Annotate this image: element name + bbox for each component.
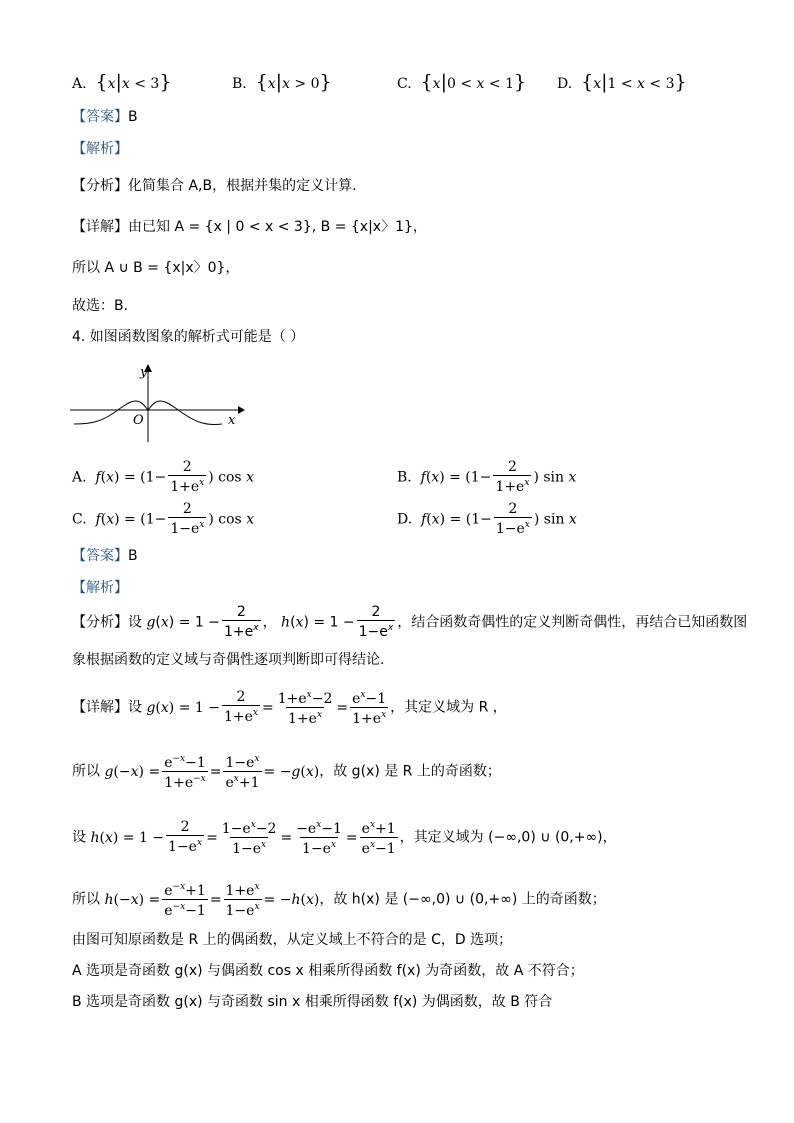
q3-option-b: B. {x|x > 0} [232, 71, 332, 93]
q3-option-a: A. {x|x < 3} [72, 71, 172, 93]
q4-option-c: C. f(x) = (1− $\frac{2}{1-e^x}$ ) cos x [72, 501, 255, 537]
xiangjie-line-1: 由已知 A = {x | 0 < x < 3}, B = {x|x〉1}， [128, 219, 427, 235]
explanation-text: B 选项是奇函数 g(x) 与奇函数 sin x 相乘所得函数 f(x) 为偶函数，故 B 符合 [72, 994, 553, 1010]
stem-text: 4. 如图函数图象的解析式可能是（ ） [72, 329, 305, 345]
answer-value: B [128, 109, 138, 125]
q4-option-a: A. f(x) = (1− $\frac{2}{1+e^x}$ ) cos x [72, 459, 254, 495]
option-label: A. [72, 76, 87, 92]
q4-fenxi-1: 【分析】设 g(x) = 1 − $\frac{2}{1+e^x}$ ， h(x) = 1 − $\frac{2}{1-e^x}$ ，结合函数奇偶性的定义判断奇偶性，再结合已知函数图 [72, 604, 748, 640]
q4-detail-3: 设 h(x) = 1 − $\frac{2}{1-e^x}$ = $\frac{1-e^x-2}{1-e^x}$ = $\frac{-e^x-1}{1-e^x}$ = $\frac{e^x+1}{e^x-1}$ ，其定义域为 (−∞,0) ∪ (0,+∞)， [72, 819, 617, 857]
detail-suffix: ，其定义域为 (−∞,0) ∪ (0,+∞)， [399, 829, 617, 846]
fenxi-tag: 【分析】 [72, 178, 128, 194]
q4-option-d: D. f(x) = (1− $\frac{2}{1-e^x}$ ) sin x [397, 501, 577, 537]
q3-jiexi [72, 139, 128, 159]
fenxi-tag: 【分析】 [72, 614, 128, 631]
y-label: y [140, 365, 148, 380]
detail-prefix: 设 [72, 829, 86, 846]
option-label: C. [397, 76, 412, 92]
detail-prefix: 所以 [72, 763, 100, 780]
option-label: D. [557, 76, 573, 92]
explanation-text: A 选项是奇函数 g(x) 与偶函数 cos x 相乘所得函数 f(x) 为奇函数，故 A 不符合； [72, 963, 584, 979]
origin-label: O [133, 413, 144, 428]
xiangjie-line-2: 所以 A ∪ B = {x|x〉0}， [72, 260, 240, 276]
q4-detail-2: 所以 g(−x) = $\frac{e^{-x}-1}{1+e^{-x}}$ = $\frac{1-e^x}{e^x+1}$ = −g(x)，故 g(x) 是 R 上的奇函数； [72, 754, 501, 791]
q3-option-c: C. {x|0 < x < 1} [397, 71, 527, 93]
q4-detail-4: 所以 h(−x) = $\frac{e^{-x}+1}{e^{-x}-1}$ = $\frac{1+e^x}{1-e^x}$ = −h(x)，故 h(x) 是 (−∞,0) ∪ (0,+∞) 上的奇函数； [72, 882, 606, 919]
q4-line-5 [72, 930, 512, 950]
q4-jiexi [72, 578, 128, 598]
q3-xiangjie-2 [72, 258, 239, 278]
x-label: x [228, 413, 236, 428]
q3-answer-line [72, 107, 138, 127]
option-label: B. [397, 469, 412, 486]
function-graph [70, 362, 245, 444]
fenxi-text-2: 象根据函数的定义域与奇偶性逐项判断即可得结论. [72, 652, 385, 668]
option-label: B. [232, 76, 247, 92]
detail-suffix: ，其定义域为 R ， [390, 699, 507, 716]
answer-tag: 【答案】 [72, 109, 128, 125]
q4-stem [72, 327, 304, 347]
detail-prefix: 所以 [72, 891, 100, 908]
answer-tag: 【答案】 [72, 548, 128, 564]
detail-prefix: 设 [128, 699, 142, 716]
q3-conclusion [72, 296, 128, 316]
q3-xiangjie-1 [72, 217, 427, 237]
q4-line-6 [72, 961, 584, 981]
jiexi-tag: 【解析】 [72, 580, 128, 596]
q4-line-7 [72, 992, 552, 1012]
xiangjie-tag: 【详解】 [72, 219, 128, 235]
x-axis-arrow [238, 406, 245, 414]
q3-fenxi [72, 176, 357, 196]
q4-option-b: B. f(x) = (1− $\frac{2}{1+e^x}$ ) sin x [397, 459, 577, 495]
q4-fenxi-2 [72, 650, 384, 670]
explanation-text: 由图可知原函数是 R 上的偶函数，从定义域上不符合的是 C，D 选项； [72, 932, 513, 948]
xiangjie-tag: 【详解】 [72, 699, 128, 716]
conclusion-text: 故选：B. [72, 298, 129, 314]
q3-option-d: D. {x|1 < x < 3} [557, 71, 687, 93]
answer-value: B [128, 548, 138, 564]
option-label: D. [397, 511, 413, 528]
detail-suffix: ，故 g(x) 是 R 上的奇函数； [319, 763, 501, 780]
option-label: C. [72, 511, 87, 528]
option-label: A. [72, 469, 87, 486]
detail-suffix: ，故 h(x) 是 (−∞,0) ∪ (0,+∞) 上的奇函数； [319, 891, 606, 908]
q4-answer-line [72, 546, 138, 566]
fenxi-text: 化简集合 A,B，根据并集的定义计算. [128, 178, 357, 194]
q4-detail-1: 【详解】设 g(x) = 1 − $\frac{2}{1+e^x}$ = $\frac{1+e^x-2}{1+e^x}$ = $\frac{e^x-1}{1+e^x}$ ，其定义域为 R ， [72, 689, 507, 727]
fenxi-text-1: ，结合函数奇偶性的定义判断奇偶性，再结合已知函数图 [397, 614, 748, 631]
jiexi-tag: 【解析】 [72, 141, 128, 157]
